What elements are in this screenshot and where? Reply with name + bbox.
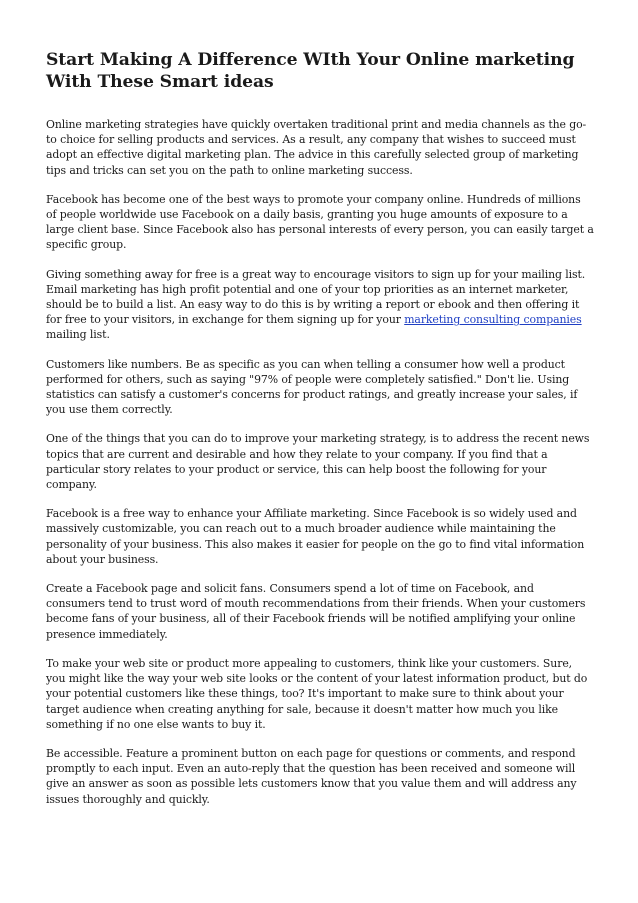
paragraph-mailing-list-tail: mailing list. <box>46 328 110 342</box>
paragraph-facebook-page: Create a Facebook page and solicit fans. Consumers spend a lot of time on Facebook, and consumers tend to trust word of mouth recommendations from their friends. When your customers become fans of your business, all of their Facebook friends will be notified amplifying your online presence immediately. <box>46 582 586 641</box>
paragraph-mailing-list-text: Giving something away for free is a great way to encourage visitors to sign up for your mailing list. Email marketing has high profit potential and one of your top priorities as an internet marketer, should be to build a list. An easy way to do this is by writing a report or ebook and then offering it for free to your visitors, in exchange for them signing up for your <box>46 267 586 327</box>
paragraph-think-like-customers: To make your web site or product more appealing to customers, think like your customers. Sure, you might like the way your web site looks or the content of your latest information product, but do your potential customers like these things, too? It's important to make sure to think about your target audience when creating anything for sale, because it doesn't matter how much you like something if no one else wants to buy it. <box>46 656 588 731</box>
paragraph-facebook-free: Facebook is a free way to enhance your Affiliate marketing. Since Facebook is so widely used and massively customizable, you can reach out to a much broader audience while maintaining the personality of your business. This also makes it easier for people on the go to find vital information about your business. <box>46 507 585 566</box>
paragraph-mailing-list <box>46 267 594 343</box>
paragraph-news-topics: One of the things that you can do to improve your marketing strategy, is to address the recent news topics that are current and desirable and how they relate to your company. If you find that a particular story relates to your product or service, this can help boost the following for your company. <box>46 432 590 492</box>
paragraph-facebook-promote: Facebook has become one of the best ways to promote your company online. Hundreds of millions of people worldwide use Facebook on a daily basis, granting you huge amounts of exposure to a large client base. Since Facebook also has personal interests of every person, you can easily target a specific group. <box>46 192 594 252</box>
paragraph-numbers: Customers like numbers. Be as specific as you can when telling a consumer how well a product performed for others, such as saying "97% of people were completely satisfied." Don't lie. Using statistics can satisfy a customer's concerns for product ratings, and greatly increase your sales, if you use them correctly. <box>46 357 578 417</box>
document-page <box>46 49 594 821</box>
paragraph-intro: Online marketing strategies have quickly overtaken traditional print and media channels as the go-to choice for selling products and services. As a result, any company that wishes to succeed must adopt an effective digital marketing plan. The advice in this carefully selected group of marketing tips and tricks can set you on the path to online marketing success. <box>46 118 587 177</box>
document-title: Start Making A Difference WIth Your Online marketing With These Smart ideas <box>46 50 575 92</box>
marketing-consulting-link[interactable]: marketing consulting companies <box>404 313 582 327</box>
paragraph-be-accessible: Be accessible. Feature a prominent button on each page for questions or comments, and respond promptly to each input. Even an auto-reply that the question has been received and someone will give an answer as soon as possible lets customers know that you value them and will address any issues thoroughly and quickly. <box>46 746 577 806</box>
